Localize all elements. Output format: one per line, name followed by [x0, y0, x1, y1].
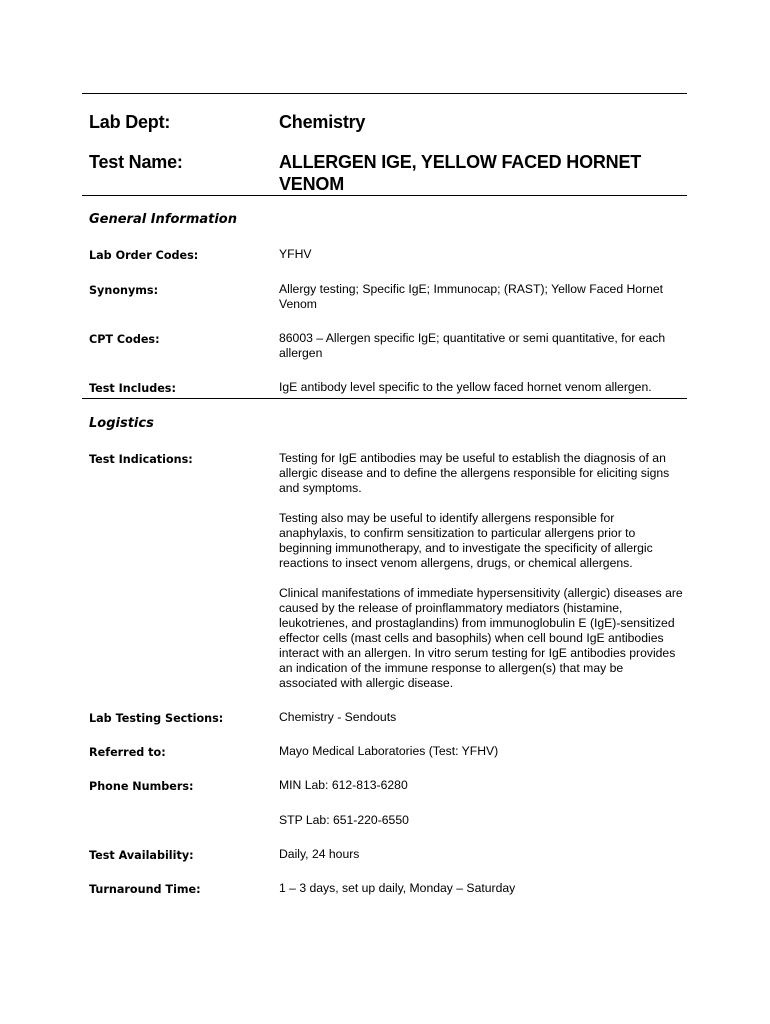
lab-order-codes-label: Lab Order Codes: [89, 249, 199, 262]
synonyms-value: Allergy testing; Specific IgE; Immunocap; (RAST); Yellow Faced Hornet Venom [279, 282, 664, 311]
test-indications-paragraph: Testing for IgE antibodies may be useful to establish the diagnosis of an allergic disease and to define the allergens responsible for eliciting signs and symptoms. [279, 451, 670, 495]
cpt-codes-value: 86003 – Allergen specific IgE; quantitative or semi quantitative, for each allergen [279, 331, 666, 360]
test-availability-label: Test Availability: [89, 849, 194, 862]
phone-min-lab: MIN Lab: 612-813-6280 [279, 778, 408, 792]
phone-stp-lab: STP Lab: 651-220-6550 [279, 813, 409, 827]
lab-order-codes-value: YFHV [279, 247, 312, 261]
lab-testing-sections-value: Chemistry - Sendouts [279, 710, 397, 724]
general-section-rule [82, 398, 687, 399]
test-includes-label: Test Includes: [89, 382, 176, 395]
turnaround-time-value: 1 – 3 days, set up daily, Monday – Saturday [279, 881, 516, 895]
test-indications-label: Test Indications: [89, 453, 193, 466]
general-information-heading: General Information [89, 212, 237, 227]
lab-testing-sections-label: Lab Testing Sections: [89, 712, 224, 725]
referred-to-value: Mayo Medical Laboratories (Test: YFHV) [279, 744, 499, 758]
turnaround-time-label: Turnaround Time: [89, 883, 201, 896]
lab-dept-label: Lab Dept: [89, 112, 171, 132]
test-availability-value: Daily, 24 hours [279, 847, 360, 861]
test-includes-value: IgE antibody level specific to the yellow faced hornet venom allergen. [279, 380, 652, 394]
header-top-rule [82, 93, 687, 94]
test-name-label: Test Name: [89, 152, 183, 172]
phone-numbers-label: Phone Numbers: [89, 780, 194, 793]
header-bottom-rule [82, 195, 687, 196]
test-name-value: ALLERGEN IGE, YELLOW FACED HORNET VENOM [279, 152, 642, 194]
test-indications-value [279, 451, 684, 706]
test-indications-paragraph: Clinical manifestations of immediate hypersensitivity (allergic) diseases are caused by the release of proinflammatory mediators (histamine, leukotrienes, and prostaglandins) from immunoglobulin E (IgE)-sensitized effector cells (mast cells and basophils) when cell bound IgE antibodies interact with an allergen. In vitro serum testing for IgE antibodies provides an indication of the immune response to allergen(s) that may be associated with allergic disease. [279, 586, 683, 690]
test-indications-paragraph: Testing also may be useful to identify allergens responsible for anaphylaxis, to confirm sensitization to particular allergens prior to beginning immunotherapy, and to investigate the specificity of allergic reactions to insect venom allergens, drugs, or chemical allergens. [279, 511, 653, 570]
logistics-heading: Logistics [89, 416, 154, 431]
cpt-codes-label: CPT Codes: [89, 333, 160, 346]
lab-dept-value: Chemistry [279, 112, 366, 132]
synonyms-label: Synonyms: [89, 284, 159, 297]
referred-to-label: Referred to: [89, 746, 166, 759]
